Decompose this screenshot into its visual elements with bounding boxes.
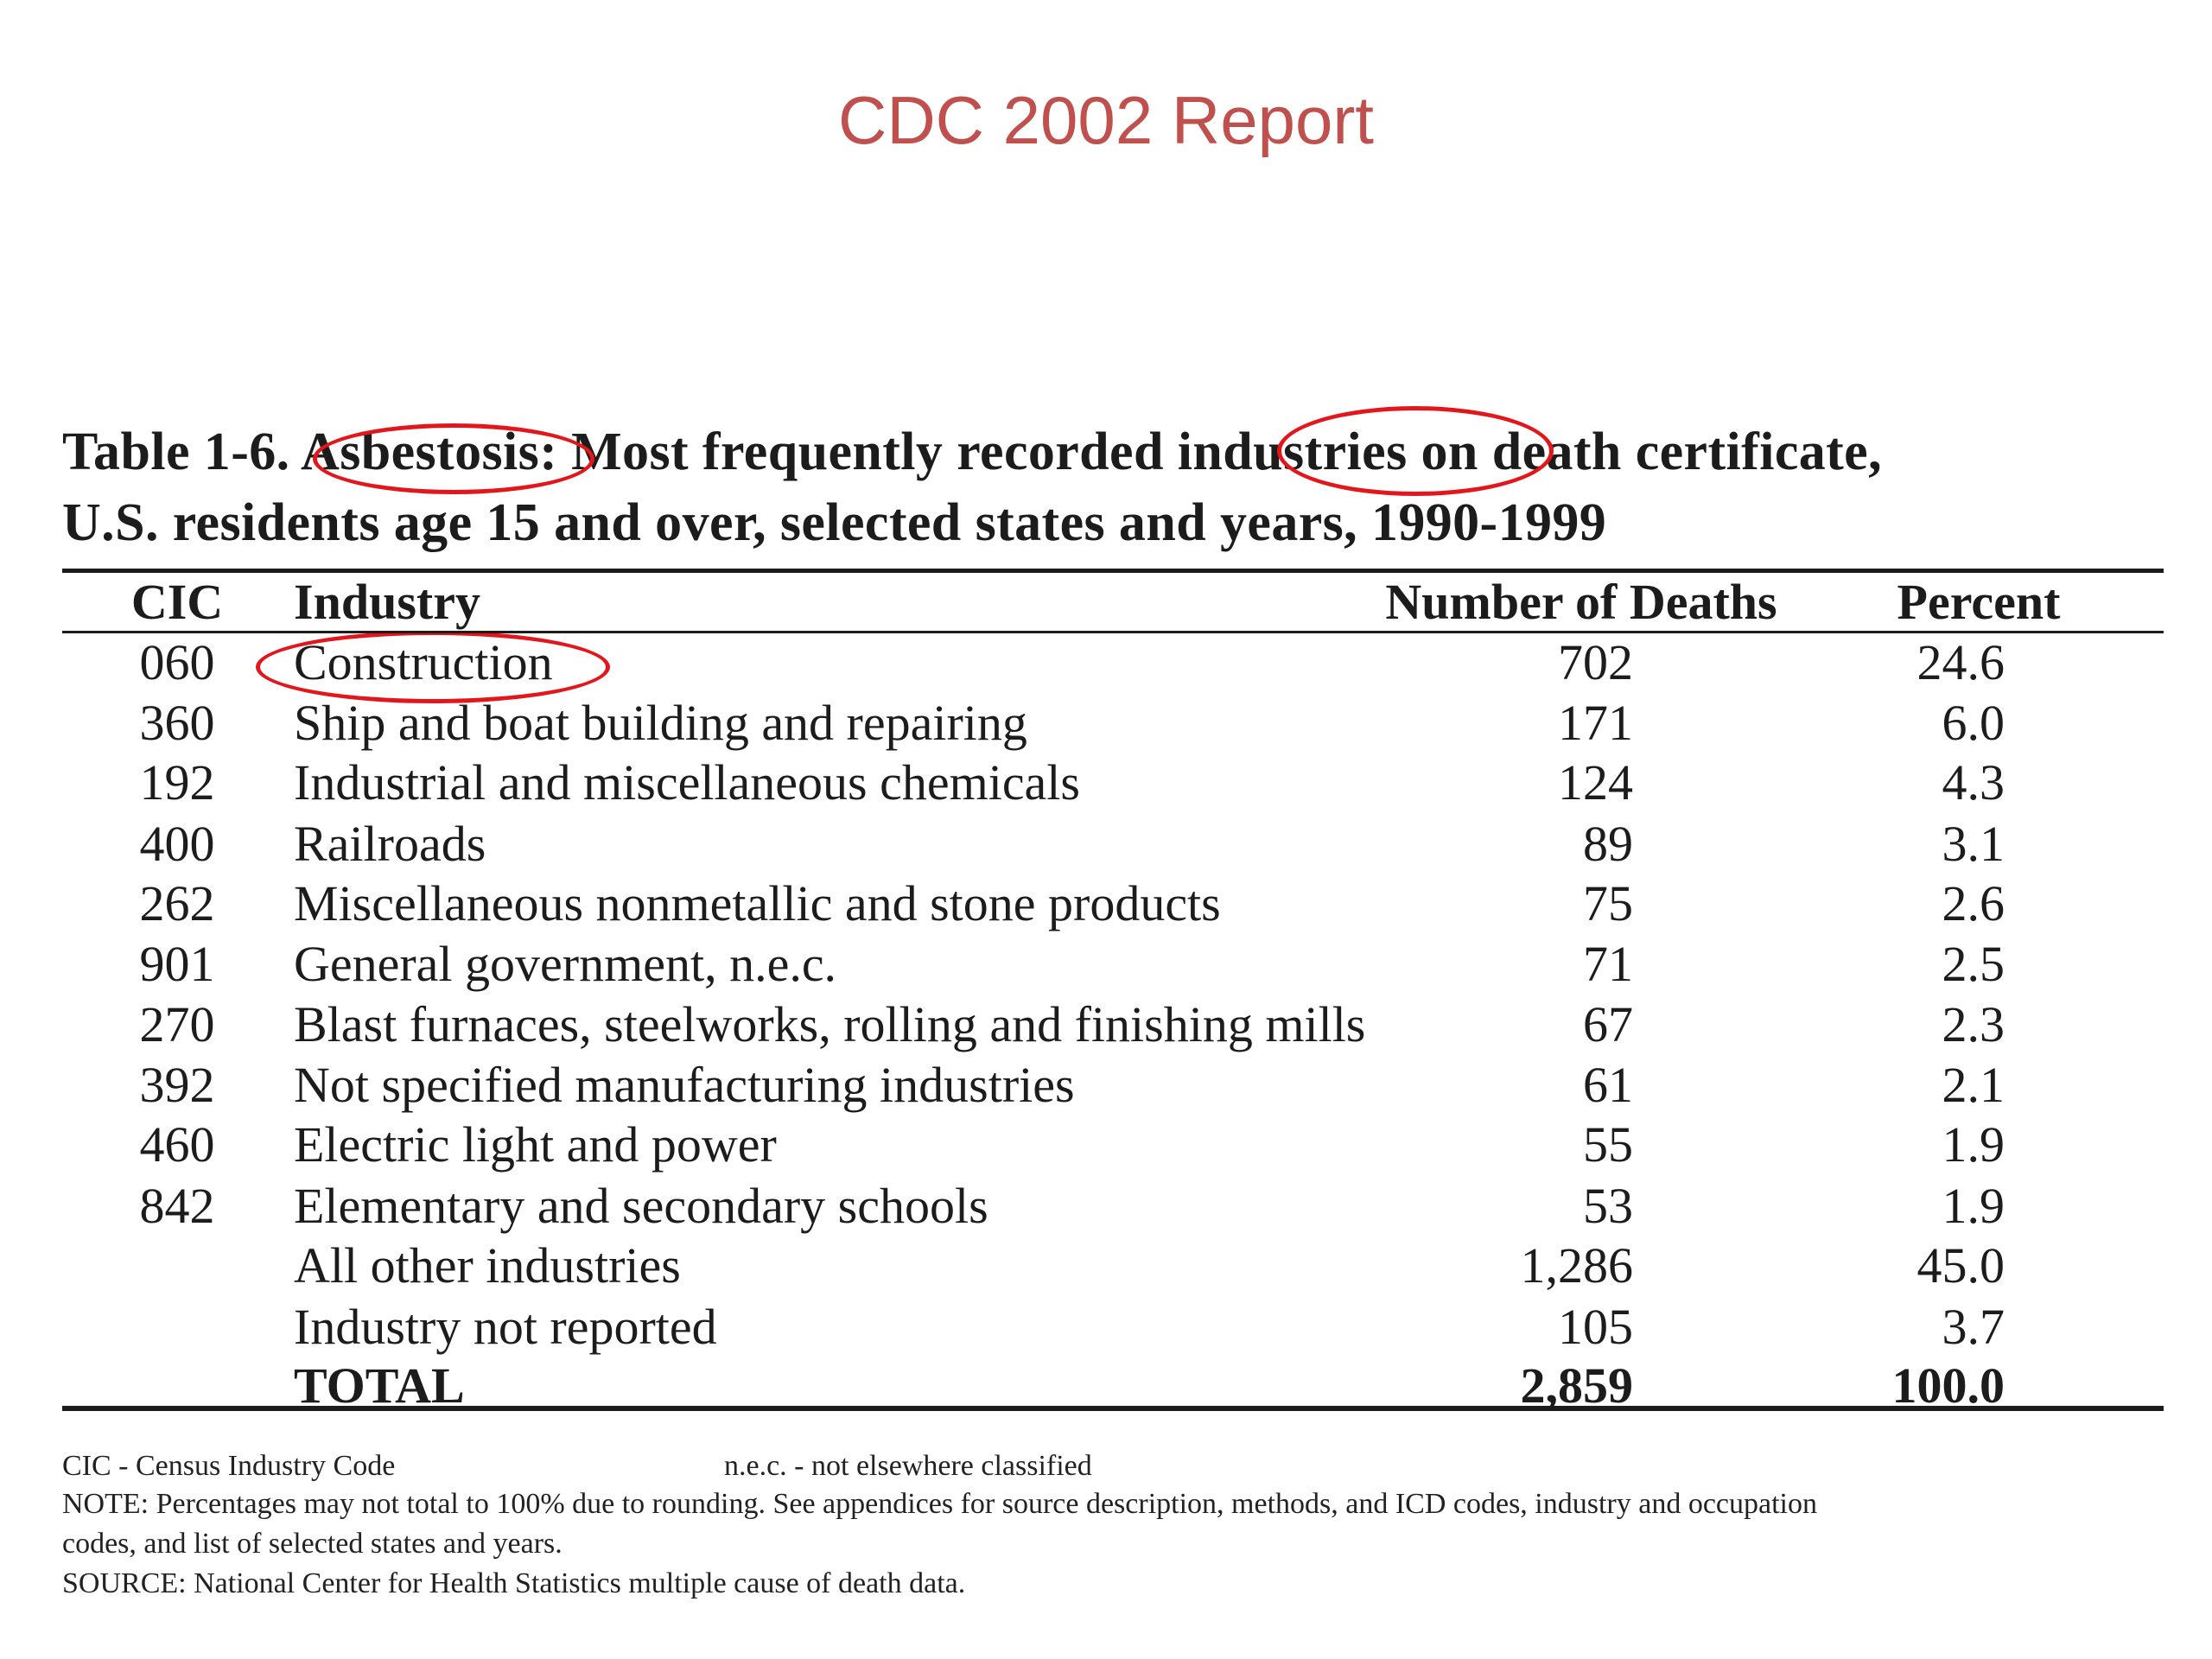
cell-cic: 270 — [139, 996, 215, 1052]
header-cic: CIC — [130, 574, 224, 630]
header-number-of-deaths: Number of Deaths — [1385, 574, 1777, 630]
caption-word-asbestosis: Asbestosis — [301, 423, 540, 481]
total-percent: 100.0 — [1891, 1357, 2005, 1414]
cell-industry: Industry not reported — [294, 1299, 717, 1355]
cell-deaths: 75 — [1583, 875, 1633, 931]
header-percent: Percent — [1897, 574, 2061, 630]
slide-title: CDC 2002 Report — [838, 82, 1374, 158]
cell-cic: 901 — [139, 936, 215, 992]
caption-prefix: Table 1-6. — [62, 423, 302, 481]
cell-industry: Railroads — [294, 816, 486, 872]
annotation-circle-asbestosis — [313, 423, 594, 494]
cell-cic: 842 — [139, 1178, 215, 1234]
cell-percent: 1.9 — [1942, 1116, 2005, 1173]
cell-percent: 6.0 — [1942, 695, 2005, 751]
cell-cic: 400 — [139, 816, 215, 872]
footnote-nec-definition: n.e.c. - not elsewhere classified — [724, 1450, 1092, 1482]
cell-percent: 2.5 — [1942, 936, 2005, 992]
cell-cic: 392 — [139, 1057, 215, 1113]
cell-deaths: 89 — [1583, 816, 1633, 872]
cell-industry: General government, n.e.c. — [294, 936, 837, 992]
cell-percent: 2.3 — [1942, 996, 2005, 1052]
caption-word-industries: industries — [1177, 423, 1408, 481]
caption-suffix: on death certificate, — [1407, 423, 1883, 481]
footnote-note-line-2: codes, and list of selected states and years. — [62, 1528, 563, 1560]
cell-industry: Miscellaneous nonmetallic and stone products — [294, 875, 1221, 931]
cell-industry: Electric light and power — [294, 1116, 777, 1173]
cell-deaths: 71 — [1583, 936, 1633, 992]
cell-deaths: 53 — [1583, 1178, 1633, 1234]
header-industry: Industry — [294, 574, 480, 630]
table-header-rule — [62, 631, 2164, 633]
cell-deaths: 702 — [1558, 634, 1633, 690]
footnote-source: SOURCE: National Center for Health Statistics multiple cause of death data. — [62, 1567, 966, 1599]
cell-industry: All other industries — [294, 1237, 681, 1294]
cell-deaths: 55 — [1583, 1116, 1633, 1173]
cell-cic: 192 — [139, 754, 215, 810]
cell-industry: Industrial and miscellaneous chemicals — [294, 754, 1080, 810]
cell-industry: Construction — [294, 634, 553, 690]
cell-industry: Blast furnaces, steelworks, rolling and finishing mills — [294, 996, 1366, 1052]
cell-industry: Ship and boat building and repairing — [294, 695, 1027, 751]
caption-mid: : Most frequently recorded — [539, 423, 1178, 481]
cell-deaths: 1,286 — [1520, 1237, 1633, 1294]
cell-deaths: 124 — [1558, 754, 1633, 810]
annotation-circle-industries — [1277, 406, 1554, 496]
cell-percent: 3.7 — [1942, 1299, 2005, 1355]
cell-deaths: 105 — [1558, 1299, 1633, 1355]
cell-percent: 45.0 — [1916, 1237, 2005, 1294]
footnote-note-line-1: NOTE: Percentages may not total to 100% due to rounding. See appendices for source description, methods, and ICD codes, industry and occupation — [62, 1488, 1818, 1520]
total-deaths: 2,859 — [1520, 1357, 1633, 1414]
cell-percent: 1.9 — [1942, 1178, 2005, 1234]
cell-cic: 360 — [139, 695, 215, 751]
cell-deaths: 171 — [1558, 695, 1633, 751]
cell-industry: Elementary and secondary schools — [294, 1178, 988, 1234]
cell-percent: 2.1 — [1942, 1057, 2005, 1113]
cell-percent: 2.6 — [1942, 875, 2005, 931]
cell-percent: 24.6 — [1916, 634, 2005, 690]
table-caption-line-2: U.S. residents age 15 and over, selected states and years, 1990-1999 — [62, 493, 1607, 552]
cell-deaths: 61 — [1583, 1057, 1633, 1113]
cell-percent: 3.1 — [1942, 816, 2005, 872]
cell-percent: 4.3 — [1942, 754, 2005, 810]
cell-cic: 262 — [139, 875, 215, 931]
table-top-rule — [62, 569, 2164, 573]
cell-cic: 060 — [139, 634, 215, 690]
cell-cic: 460 — [139, 1116, 215, 1173]
cell-deaths: 67 — [1583, 996, 1633, 1052]
cell-industry: Not specified manufacturing industries — [294, 1057, 1075, 1113]
total-label: TOTAL — [294, 1357, 465, 1414]
footnote-cic-definition: CIC - Census Industry Code — [62, 1450, 396, 1482]
